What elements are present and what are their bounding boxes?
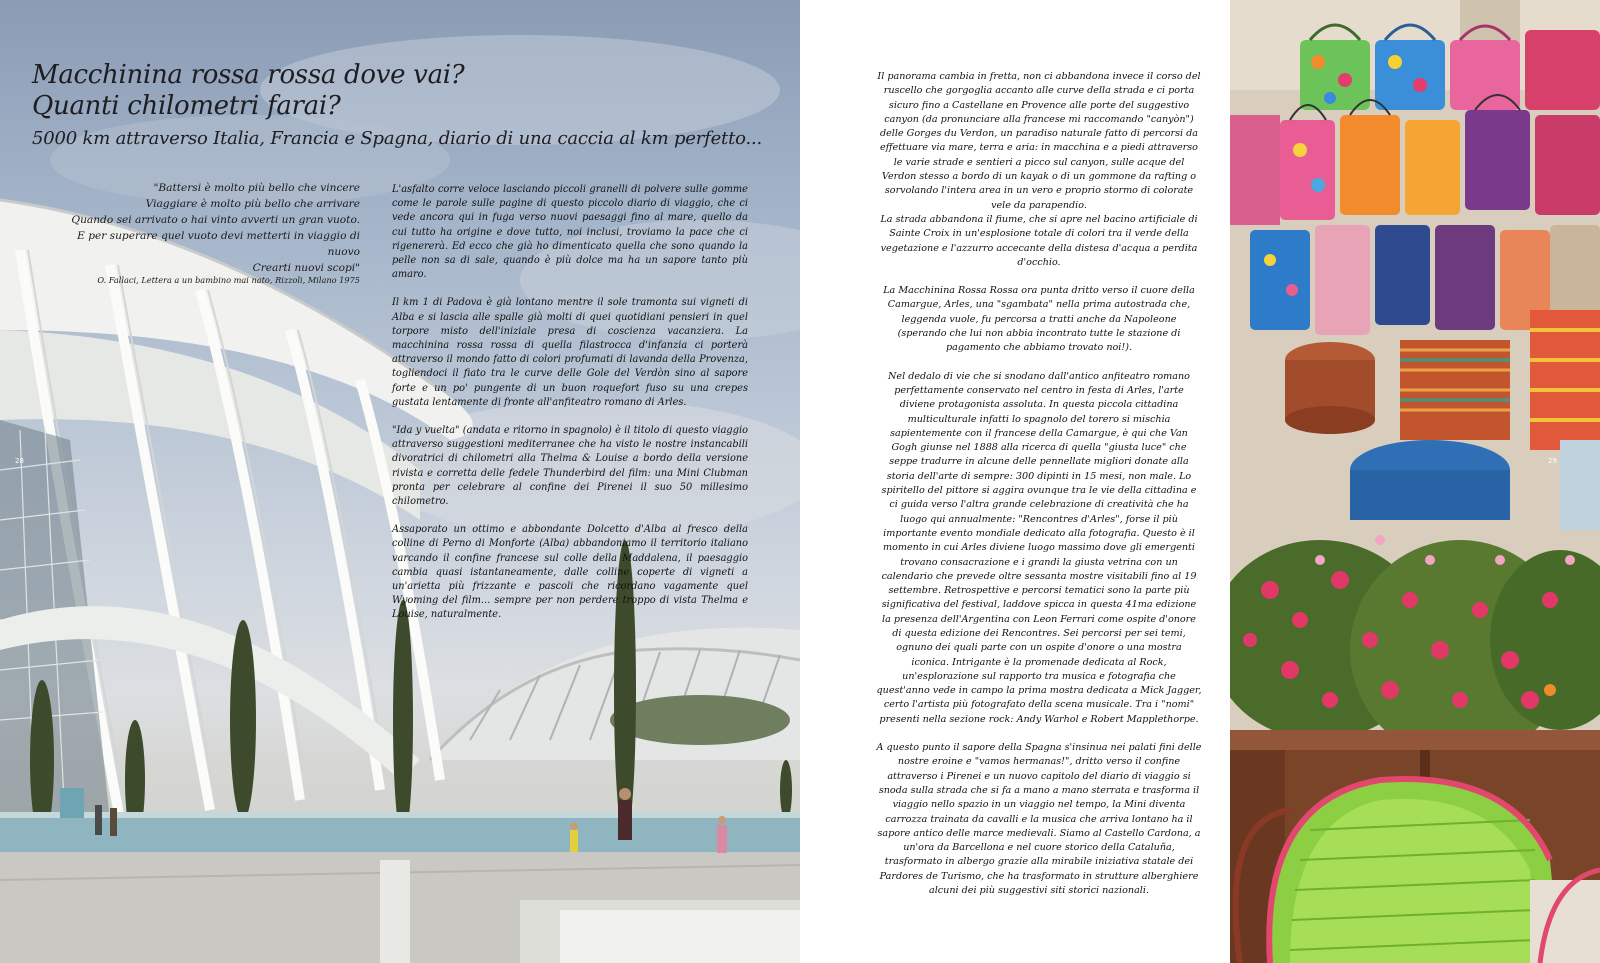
paragraph: A questo punto il sapore della Spagna s'insinua nei palati fini delle nostre eroine e "vamos hermanas!", dritto verso il confine attraverso i Pirenei e un nuovo capitolo del diario di viaggio si snoda sulla strada che si fa a mano a mano sterrata e trasforma il viaggio nello spazio in un viaggio nel tempo, la Mini diventa carrozza trainata da cavalli e la musica che arriva lontano ha il sapore antico delle marce medievali. Siamo al Castello Cardona, a un'ora da Barcellona e nel cuore storico della Cataluña, trasformato in albergo grazie alla mirabile iniziativa statale dei Pardores de Turismo, che ha trasformato in strutture alberghiere alcuni dei più suggestivi siti storici nazionali. bbox=[876, 742, 1202, 897]
paragraph: Nel dedalo di vie che si snodano dall'antico anfiteatro romano perfettamente conservato nel centro in festa di Arles, l'arte diviene protagonista assoluta. In questa piccola cittadina multiculturale infatti lo spagnolo del torero si mischia sapientemente con il francese della Camargue, è qui che Van Gogh giunse nel 1888 alla ricerca di quella "giusta luce" che seppe tradurre in alcune delle pennellate migliori donate alla storia dell'arte di sempre: 300 dipinti in 15 mesi, non male. Lo spiritello del pittore si aggira ovunque tra le vie della cittadina e ci guida verso l'altra grande celebrazione di creatività che ha luogo qui annualmente: "Rencontres d'Arles", forse il più importante evento mondiale dedicato alla fotografia. Questo è il momento in cui Arles diviene luogo massimo dove gli emergenti trovano consacrazione e i grandi la giusta vetrina con un calendario che prevede oltre sessanta mostre visitabili fino al 19 settembre. Retrospettive e percorsi tematici sono la parte più significativa del festival, laddove spicca in questa 41ma edizione la presenza dell'Argentina con Leon Ferrari come ospite d'onore di questa edizione dei Rencontres. Sei percorsi per sei temi, ognuno dei quali parte con un ospite d'onore o una mostra iconica. Intrigante è la promenade dedicata al Rock, un'esplorazione sul rapporto tra musica e fotografia che quest'anno vede in campo la prima mostra dedicata a Mick Jagger, certo l'artista più fotografato della scena musicale. Tra i "nomi" presenti nella sezione rock: Andy Warhol e Robert Mapplethorpe. bbox=[876, 370, 1202, 725]
headline-line-2: Quanti chilometri farai? bbox=[32, 91, 341, 121]
quote-line: Viaggiare è molto più bello che arrivare bbox=[145, 198, 360, 210]
paragraph: La Macchinina Rossa Rossa ora punta dritto verso il cuore della Camargue, Arles, una "sgambata" nella prima autostrada che, leggenda vuole, fu percorsa a tratti anche da Napoleone (sperando che lui non abbia incontrato tutte le stazione di pagamento che abbiamo trovato noi!). bbox=[883, 285, 1195, 354]
left-text-column bbox=[392, 183, 748, 637]
right-page bbox=[800, 0, 1600, 963]
paragraph: Il km 1 di Padova è già lontano mentre il sole tramonta sui vigneti di Alba e si lascia alle spalle già molti di quei quotidiani pensieri in quel torpore misto dell'iniziale presa di coscienza vacanziera. La macchinina rossa rossa di quella filastrocca d'infanzia ci porterà attraverso il mondo fatto di colori profumati di lavanda della Provenza, togliendoci il fiato tra le curve delle Gole del Verdòn sino al sapore forte e un po' pungente di un buon roquefort fuso su una crepes gustata lentamente di fronte all'anfiteatro romano di Arles. bbox=[392, 297, 748, 408]
paragraph: L'asfalto corre veloce lasciando piccoli granelli di polvere sulle gomme come le parole sulle pagine di questo piccolo diario di viaggio, che ci vede ancora qui in fuga verso nuovi paesaggi fino al mare, quello da cui tutto ha origine e dove tutto, noi inclusi, troviamo la pace che ci rigenererà. Ed ecco che già ho dimenticato quella che sono quando la pelle non sa di sale, quando è più dolce ma ha un sapore tanto più amaro. bbox=[392, 184, 748, 281]
paragraph: Il panorama cambia in fretta, non ci abbandona invece il corso del ruscello che gorgoglia accanto alle curve della strada e ci porta sicuro fino a Castellane en Provence alle porte del suggestivo canyon (da pronunciare alla francese mi raccomando "canyòn") delle Gorges du Verdon, un paradiso naturale fatto di percorsi da effettuare via mare, terra e aria: in macchina e a piedi attraverso le varie strade e sentieri a picco sul canyon, sulle acque del Verdon stesso a bordo di un kayak o di un gommone da rafting o sorvolando l'intera area in un vero e proprio stormo di colorate vele da parapendio. bbox=[877, 71, 1201, 211]
headline bbox=[32, 60, 464, 122]
paragraph: La strada abbandona il fiume, che si apre nel bacino artificiale di Sainte Croix in un'esplosione totale di colori tra il verde della vegetazione e l'azzurro accecante della distesa d'acqua a perdita d'occhio. bbox=[880, 213, 1198, 268]
right-text-column bbox=[876, 70, 1202, 912]
market-baskets-photo bbox=[1230, 0, 1600, 963]
quote-line: Quando sei arrivato o hai vinto avverti un gran vuoto. bbox=[71, 214, 360, 226]
quote-line: "Battersi è molto più bello che vincere bbox=[153, 182, 360, 194]
page-number-left: 28 bbox=[15, 457, 24, 465]
page-number-right: 29 bbox=[1548, 457, 1557, 465]
subtitle: 5000 km attraverso Italia, Francia e Spagna, diario di una caccia al km perfetto... bbox=[32, 128, 763, 149]
quote-source: O. Fallaci, Lettera a un bambino mai nato, Rizzoli, Milano 1975 bbox=[97, 275, 360, 285]
quote-line: E per superare quel vuoto devi metterti in viaggio di nuovo bbox=[77, 230, 360, 258]
headline-line-1: Macchinina rossa rossa dove vai? bbox=[32, 60, 465, 90]
paragraph: Assaporato un ottimo e abbondante Dolcetto d'Alba al fresco della colline di Perno di Monforte (Alba) abbandoniamo il territorio italiano varcando il confine francese sul colle della Maddalena, il paesaggio cambia quasi istantaneamente, dalle colline coperte di vigneti a un'arietta più frizzante e pascoli che ricordano vagamente quel Wyoming del film... sempre per non perdere troppo di vista Thelma e Louise, naturalmente. bbox=[392, 524, 748, 621]
quote-line: Crearti nuovi scopi" bbox=[252, 262, 360, 274]
paragraph: "Ida y vuelta" (andata e ritorno in spagnolo) è il titolo di questo viaggio attraverso suggestioni mediterranee che ha visto le nostre instancabili divoratrici di chilometri alla Thelma & Louise a bordo della versione rivista e corretta delle fedele Thunderbird del film: una Mini Clubman pronta per celebrare al confine dei Pirenei il suo 50 millesimo chilometro. bbox=[392, 425, 748, 508]
epigraph-quote bbox=[60, 180, 360, 276]
